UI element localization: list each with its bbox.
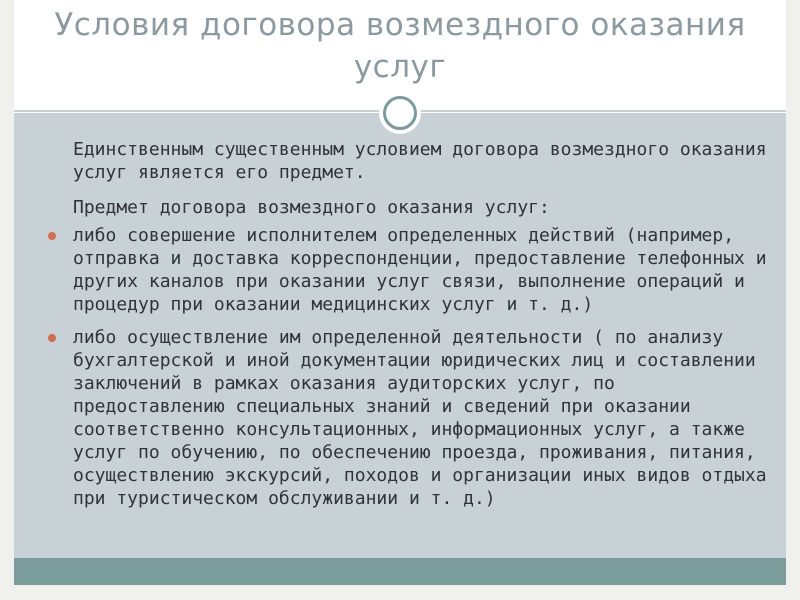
paragraph-subject: Предмет договора возмездного оказания услуг: [73, 197, 550, 218]
slide [14, 0, 786, 600]
circle-ring-icon [379, 92, 421, 134]
footer-band [14, 558, 786, 585]
bullet-dot-icon [48, 334, 56, 342]
bullet-item [58, 326, 773, 510]
bullet-text: либо совершение исполнителем определенных действий (например, отправка и доставка корреспонденции, предоставление телефонных и других каналов при оказании услуг связи, выполнение операций и процедур при оказании медицинских услуг и т. д.) [73, 225, 767, 315]
paragraph-intro: Единственным существенным условием договора возмездного оказания услуг является его предмет. [73, 139, 767, 183]
bullet-item [58, 224, 773, 316]
slide-title: Условия договора возмездного оказания услуг [54, 7, 746, 85]
slide-body [58, 138, 773, 510]
ring-shape [383, 96, 417, 130]
bullet-dot-icon [48, 232, 56, 240]
bullet-text: либо осуществление им определенной деятельности ( по анализу бухгалтерской и иной документации юридических лиц и составлении заключений в рамках оказания аудиторских услуг, по предоставлению специальных знаний и сведений при оказании соответственно консультационных, информационных услуг, а также услуг по обучению, по обеспечению проезда, проживания, питания, осуществлению экскурсий, походов и организации иных видов отдыха при туристическом обслуживании и т. д.) [73, 327, 767, 509]
page-bottom [14, 585, 786, 600]
